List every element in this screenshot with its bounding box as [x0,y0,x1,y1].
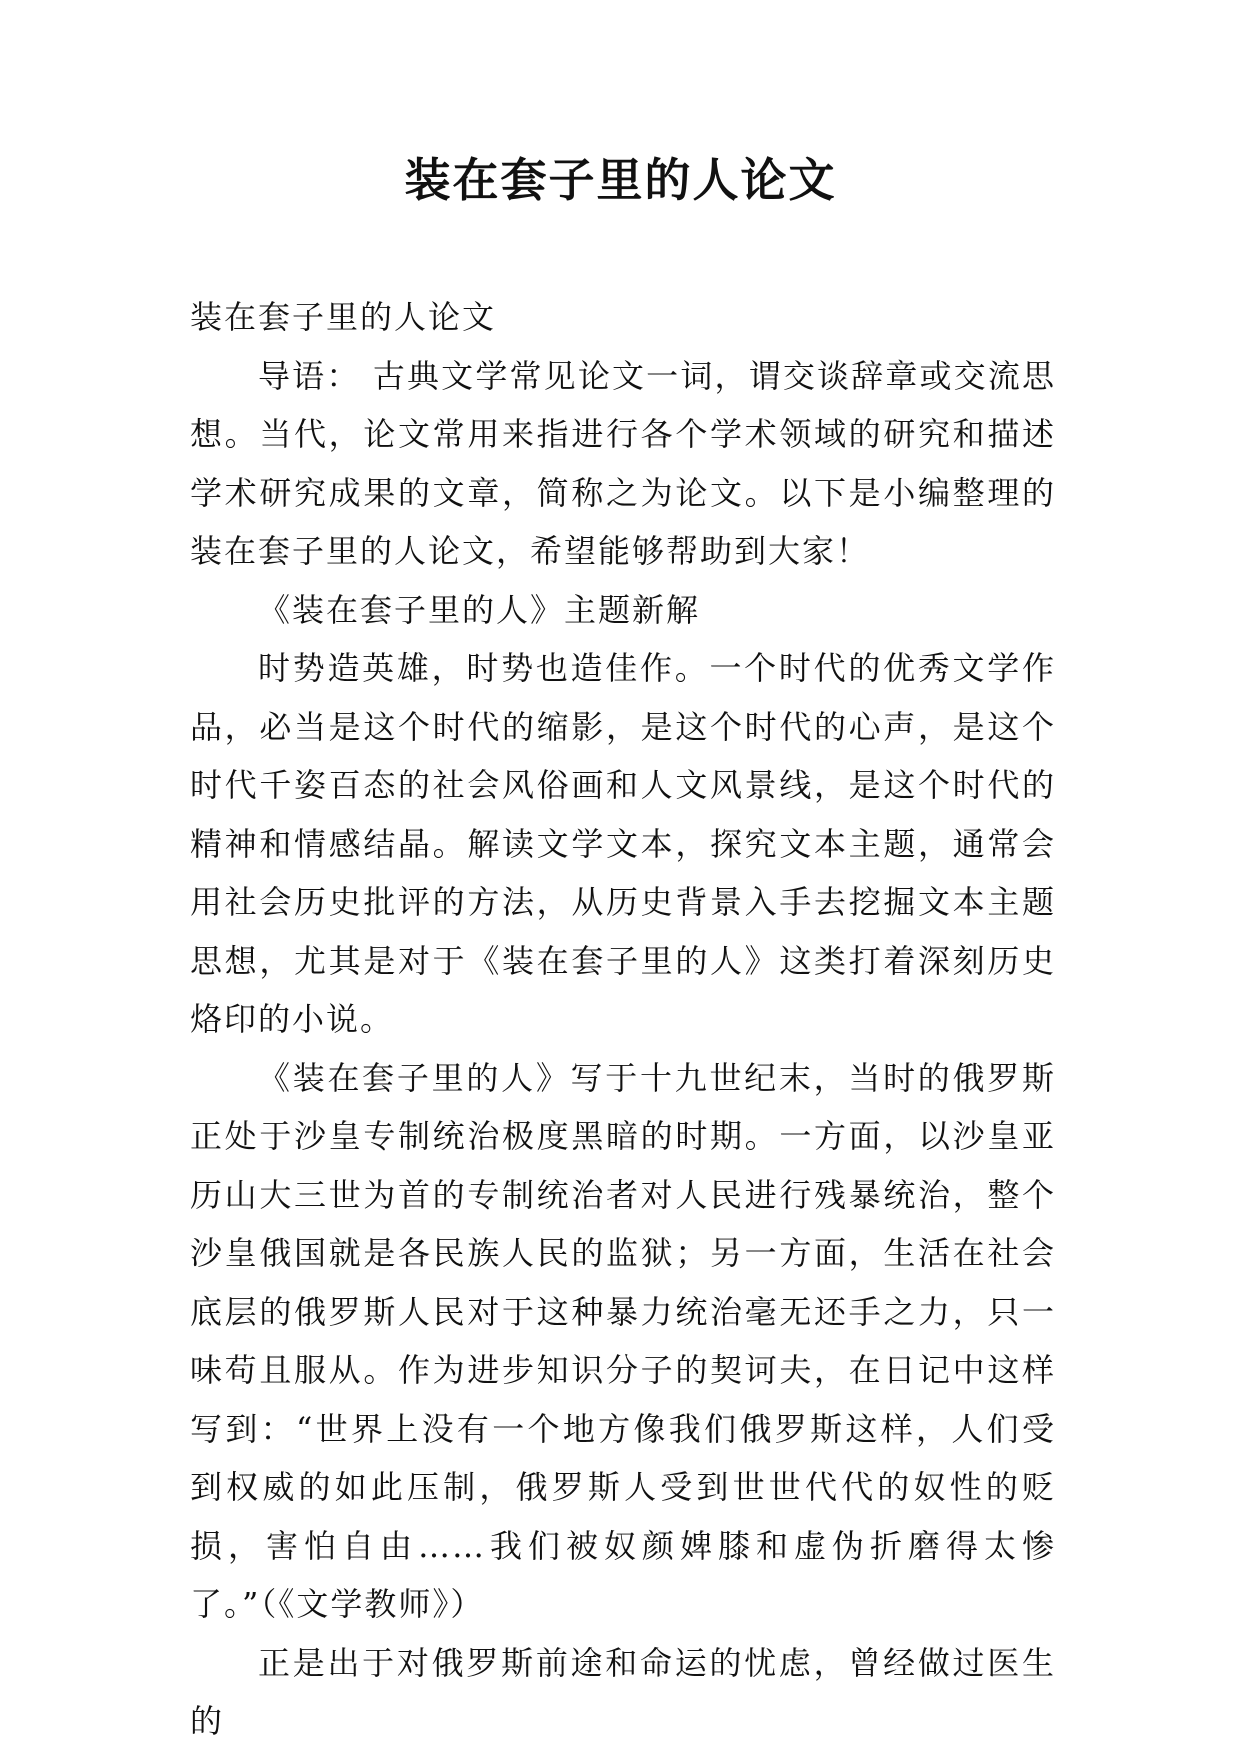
body-paragraph: 《装在套子里的人》写于十九世纪末，当时的俄罗斯正处于沙皇专制统治极度黑暗的时期。一方面，以沙皇亚历山大三世为首的专制统治者对人民进行残暴统治，整个沙皇俄国就是各民族人民的监狱；另一方面，生活在社会底层的俄罗斯人民对于这种暴力统治毫无还手之力，只一味苟且服从。作为进步知识分子的契诃夫，在日记中这样写到：“世界上没有一个地方像我们俄罗斯这样，人们受到权威的如此压制，俄罗斯人受到世世代代的奴性的贬损，害怕自由……我们被奴颜婢膝和虚伪折磨得太惨了。”（《文学教师》） [190,1058,1056,1623]
body-paragraph: 时势造英雄，时势也造佳作。一个时代的优秀文学作品，必当是这个时代的缩影，是这个时代的心声，是这个时代千姿百态的社会风俗画和人文风景线，是这个时代的精神和情感结晶。解读文学文本，探究文本主题，通常会用社会历史批评的方法，从历史背景入手去挖掘文本主题思想，尤其是对于《装在套子里的人》这类打着深刻历史烙印的小说。 [190,649,1056,1038]
document-title: 装在套子里的人论文 [404,153,837,207]
intro-paragraph: 导语： 古典文学常见论文一词，谓交谈辞章或交流思想。当代，论文常用来指进行各个学术领域的研究和描述学术研究成果的文章，简称之为论文。以下是小编整理的装在套子里的人论文，希望能够帮助到大家！ [190,356,1056,570]
document-body [190,288,1056,1751]
body-paragraph: 正是出于对俄罗斯前途和命运的忧虑，曾经做过医生的 [190,1643,1056,1740]
section-heading: 《装在套子里的人》主题新解 [258,590,701,629]
subtitle-paragraph: 装在套子里的人论文 [190,298,497,336]
